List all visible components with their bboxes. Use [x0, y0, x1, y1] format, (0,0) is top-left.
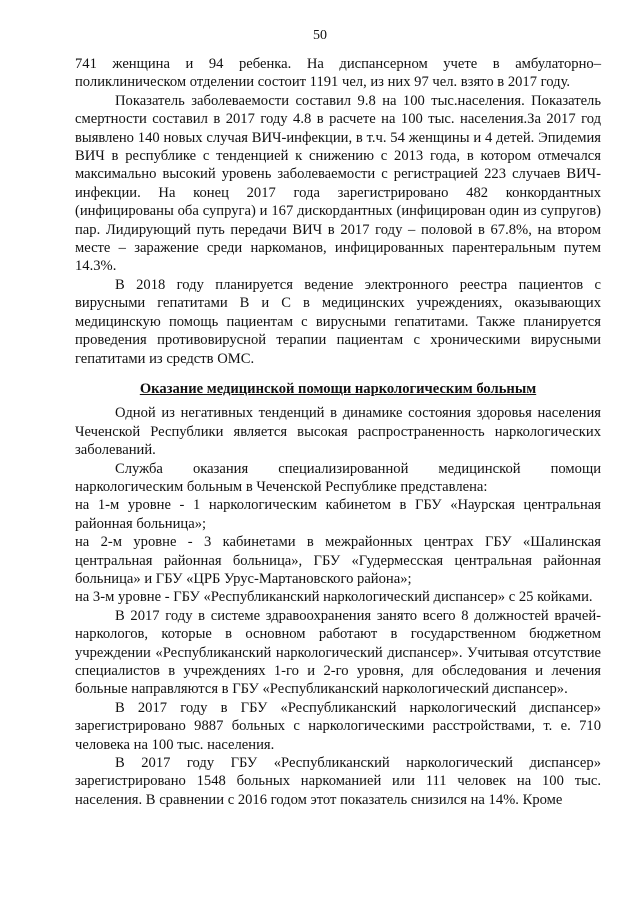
- paragraph-hiv-statistics: Показатель заболеваемости составил 9.8 на 100 тыс.населения. Показатель смертности составил в 2017 году 4.8 в расчете на 100 тыс. населения.За 2017 год выявлено 140 новых случая ВИЧ-инфекции, в т.ч. 54 женщины и 4 детей. Эпидемия ВИЧ в республике с тенденцией к снижению с 2013 года, в котором отмечался максимально высокий уровень заболеваемости с регистрацией 223 случаев ВИЧ-инфекции. На конец 2017 года зарегистрировано 482 конкордантных (инфицированы оба супруга) и 167 дискордантных (инфицирован один из супругов) пар. Лидирующий путь передачи ВИЧ в 2017 году – половой в 67.8%, на втором месте – заражение среди наркоманов, инфицированных парентеральным путем 14.3%.: [75, 92, 601, 275]
- paragraph-registered-patients: В 2017 году в ГБУ «Республиканский наркологический диспансер» зарегистрировано 9887 больных с наркологическими расстройствами, т. е. 710 человека на 100 тыс. населения.: [75, 699, 601, 753]
- paragraph-service-structure: Служба оказания специализированной медицинской помощи наркологическим больным в Чеченской Республике представлена:: [75, 460, 601, 495]
- paragraph-drug-addiction: В 2017 году ГБУ «Республиканский наркологический диспансер» зарегистрировано 1548 больных наркоманией или 111 человек на 100 тыс. населения. В сравнении с 2016 годом этот показатель снизился на 14%. Кроме: [75, 755, 601, 808]
- document-body: [75, 55, 601, 809]
- level-3-item: на 3-м уровне - ГБУ «Республиканский наркологический диспансер» с 25 койками.: [75, 589, 593, 606]
- paragraph-narcology-intro: Одной из негативных тенденций в динамике состояния здоровья населения Чеченской Республики является высокая распространенность наркологических заболеваний.: [75, 405, 601, 459]
- level-1-item: на 1-м уровне - 1 наркологическим кабинетом в ГБУ «Наурская центральная районная больница»;: [75, 497, 601, 532]
- level-2-item: на 2-м уровне - 3 кабинетами в межрайонных центрах ГБУ «Шалинская центральная районная больница», ГБУ «Гудермесская центральная районная больница» и ГБУ «ЦРБ Урус-Мартановского района»;: [75, 534, 601, 587]
- section-heading: Оказание медицинской помощи наркологическим больным: [139, 380, 537, 397]
- paragraph-staffing: В 2017 году в системе здравоохранения занято всего 8 должностей врачей-наркологов, которые в основном работают в государственном бюджетном учреждении «Республиканский наркологический диспансер». Учитывая отсутствие специалистов в учреждениях 1-го и 2-го уровня, для обследования и лечения больные направляются в ГБУ «Республиканский наркологический диспансер».: [75, 607, 601, 698]
- paragraph-hepatitis-plan: В 2018 году планируется ведение электронного реестра пациентов с вирусными гепатитами В и С в медицинских учреждениях, оказывающих медицинскую помощь пациентам с вирусными гепатитами. Также планируется проведения противовирусной терапии пациентам с хроническими вирусными гепатитами из средств ОМС.: [75, 276, 601, 367]
- page-number: 50: [313, 28, 327, 43]
- paragraph-continuation: 741 женщина и 94 ребенка. На диспансерном учете в амбулаторно–поликлиническом отделении состоит 1191 чел, из них 97 чел. взято в 2017 году.: [75, 56, 601, 91]
